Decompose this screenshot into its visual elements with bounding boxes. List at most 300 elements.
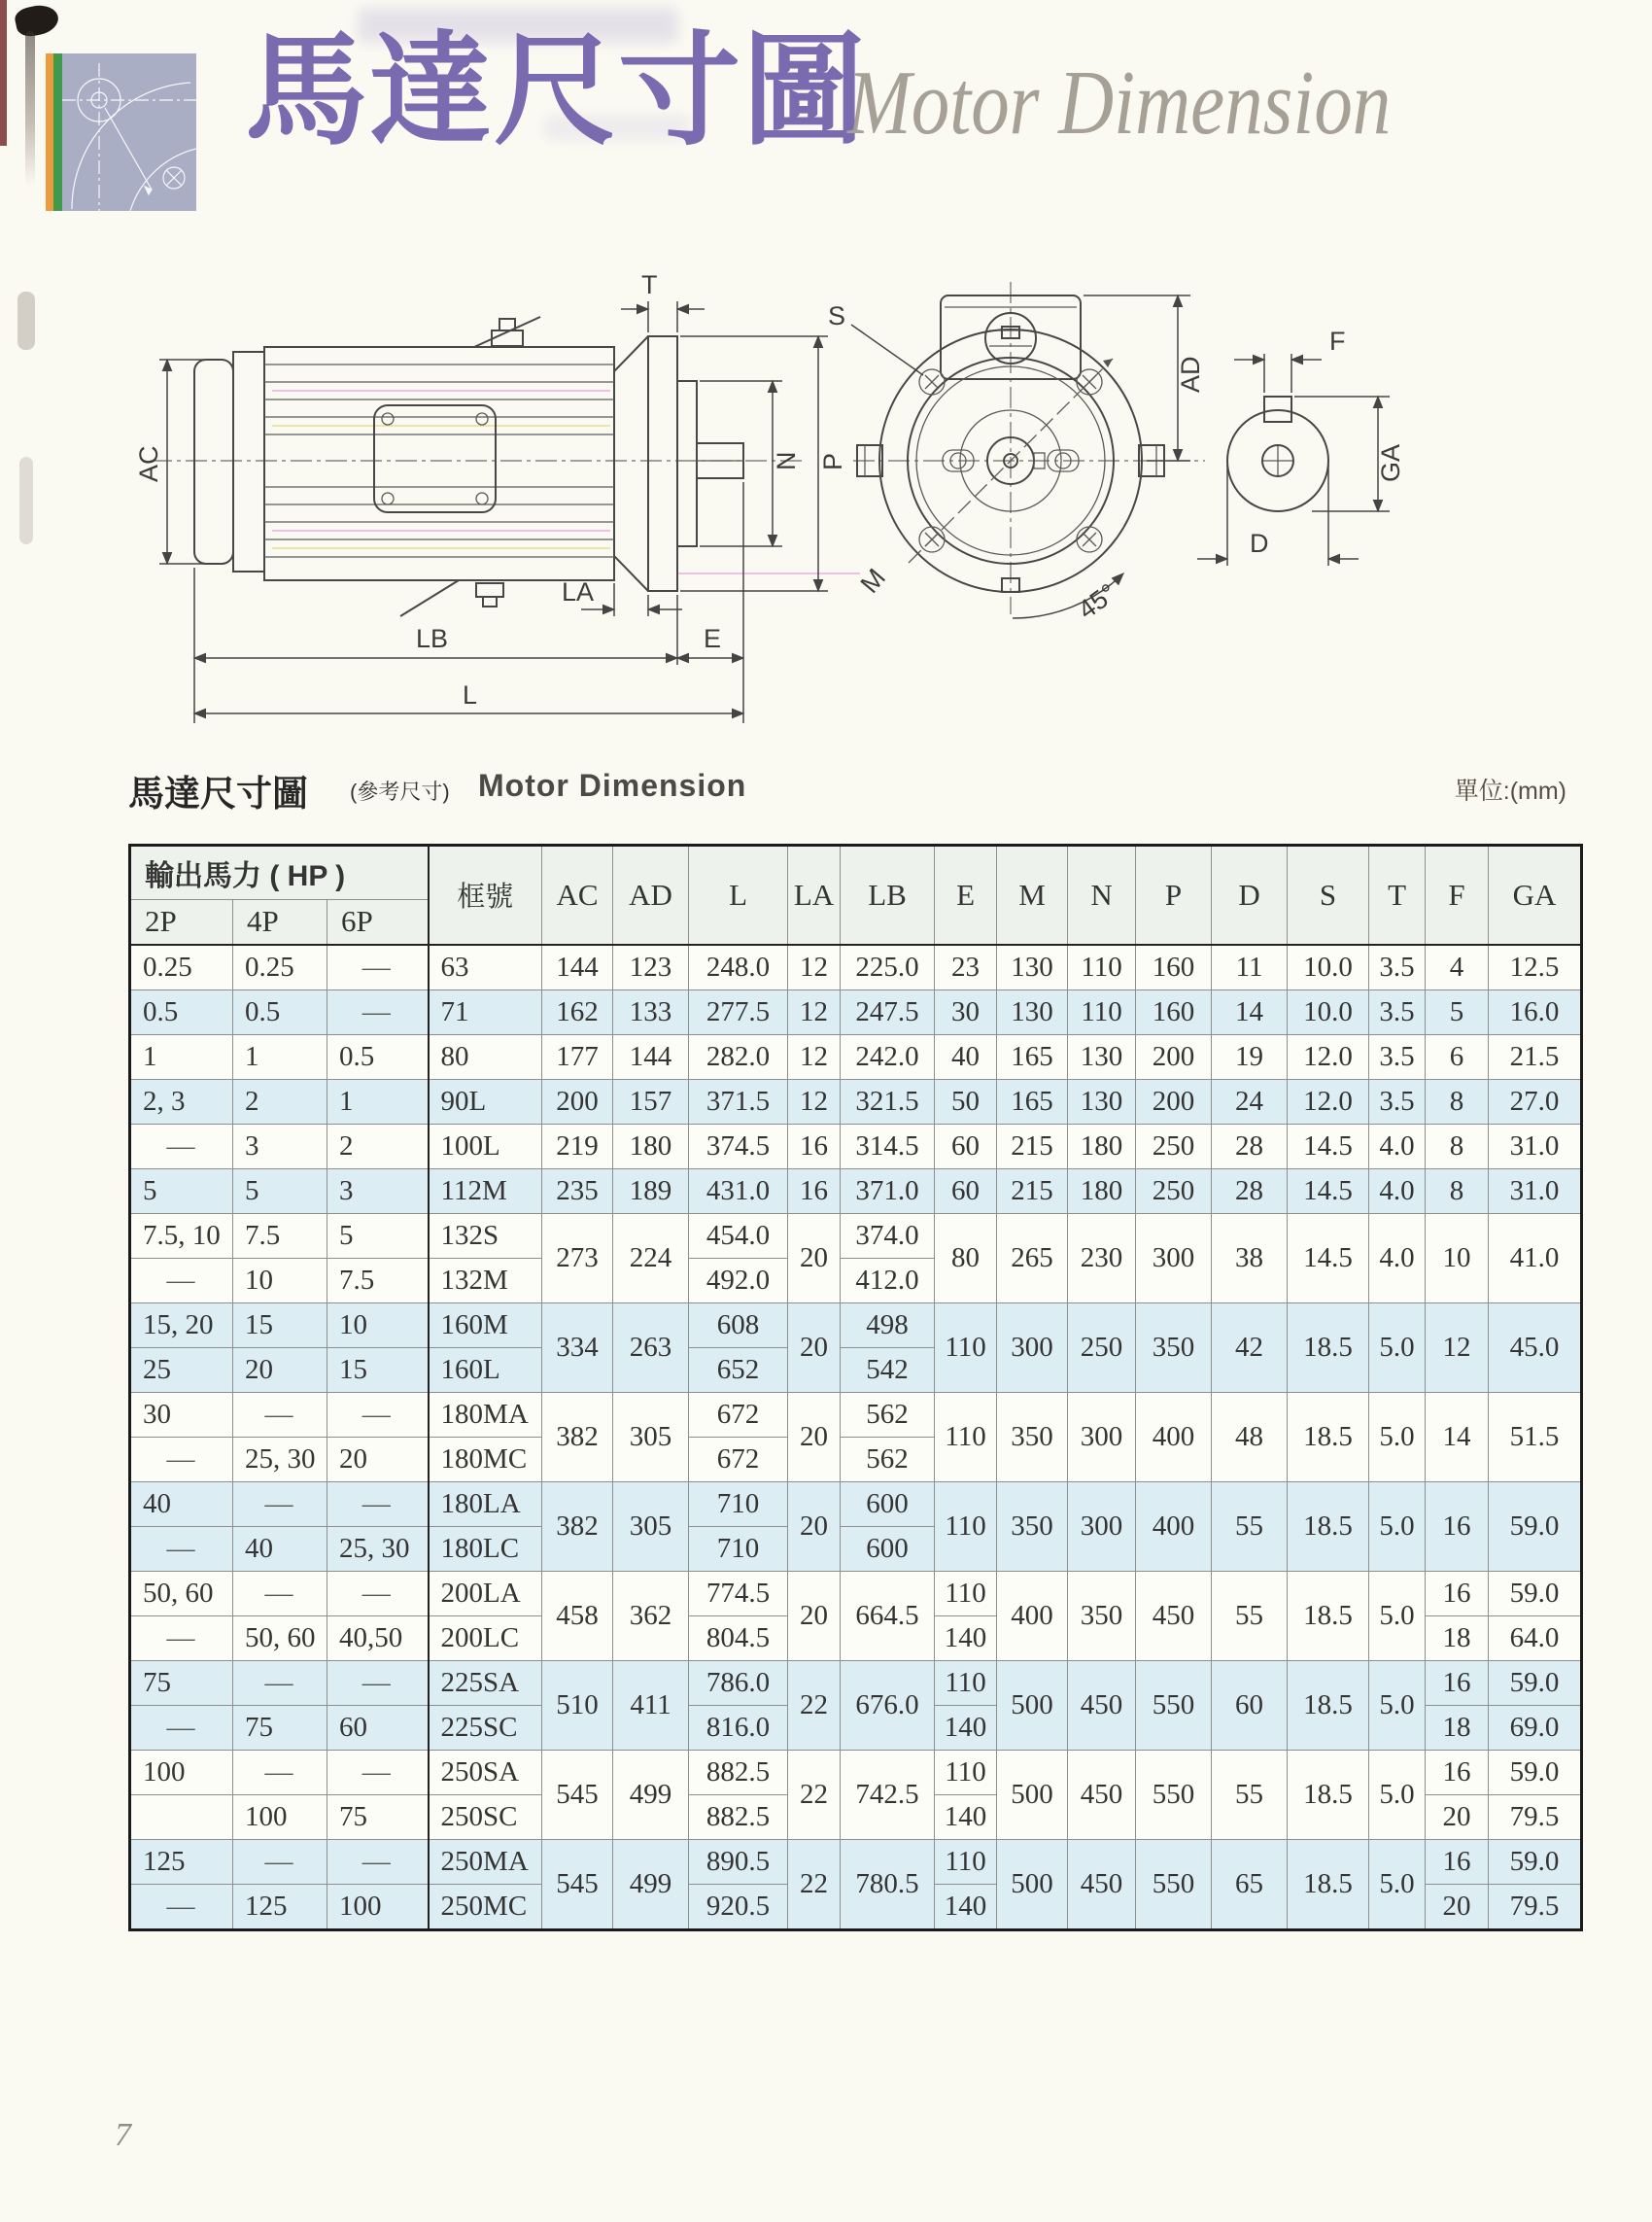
dim-label-N: N <box>772 451 801 470</box>
table-row <box>130 1839 1582 1884</box>
table-cell: 140 <box>935 1884 997 1929</box>
table-cell: 350 <box>997 1481 1068 1571</box>
column-header: F <box>1426 846 1489 945</box>
table-cell: 10.0 <box>1288 945 1369 990</box>
table-cell: — <box>130 1437 233 1481</box>
table-cell: 230 <box>1068 1213 1136 1302</box>
table-cell: 7.5 <box>327 1258 429 1302</box>
table-cell: 12 <box>788 945 841 990</box>
table-cell: 22 <box>788 1750 841 1839</box>
table-cell: 4 <box>1426 945 1489 990</box>
table-cell: 676.0 <box>841 1660 935 1750</box>
table-cell: 882.5 <box>689 1750 788 1794</box>
table-cell: 20 <box>788 1481 841 1571</box>
table-cell: 652 <box>689 1347 788 1392</box>
table-cell: 59.0 <box>1489 1660 1582 1705</box>
motor-dimension-table <box>128 844 1583 1931</box>
table-cell: 5.0 <box>1369 1750 1426 1839</box>
table-cell: 60 <box>327 1705 429 1750</box>
scan-artifact <box>25 31 35 187</box>
table-cell: 11 <box>1212 945 1288 990</box>
side-view <box>136 274 860 723</box>
column-header: P <box>1136 846 1212 945</box>
table-cell: 59.0 <box>1489 1750 1582 1794</box>
table-cell: 248.0 <box>689 945 788 990</box>
table-cell: 882.5 <box>689 1794 788 1839</box>
table-cell: 600 <box>841 1481 935 1526</box>
table-cell: 12 <box>788 1034 841 1079</box>
table-cell: 371.5 <box>689 1079 788 1124</box>
table-row <box>130 1079 1582 1124</box>
table-cell: — <box>130 1615 233 1660</box>
column-header: LB <box>841 846 935 945</box>
table-cell: 18.5 <box>1288 1571 1369 1660</box>
table-cell: 90L <box>429 1079 542 1124</box>
table-cell: 804.5 <box>689 1615 788 1660</box>
table-cell: 224 <box>613 1213 689 1302</box>
table-cell: 321.5 <box>841 1079 935 1124</box>
table-cell: 3 <box>327 1168 429 1213</box>
table-row <box>130 1481 1582 1526</box>
table-cell: 110 <box>935 1660 997 1705</box>
table-cell: 25, 30 <box>327 1526 429 1571</box>
section-title-en: Motor Dimension <box>478 768 747 803</box>
table-cell: 16.0 <box>1489 989 1582 1034</box>
table-cell: 30 <box>935 989 997 1034</box>
dim-label-LB: LB <box>416 624 449 653</box>
scan-artifact <box>13 2 60 39</box>
table-cell: 60 <box>935 1168 997 1213</box>
table-cell: 180MC <box>429 1437 542 1481</box>
table-cell: 130 <box>1068 1079 1136 1124</box>
table-cell: 110 <box>935 1750 997 1794</box>
table-cell: — <box>233 1839 327 1884</box>
table-cell: — <box>130 1124 233 1168</box>
table-header-row <box>130 846 1582 900</box>
table-cell: 16 <box>788 1124 841 1168</box>
table-cell: 130 <box>997 945 1068 990</box>
table-cell: 350 <box>997 1392 1068 1481</box>
table-cell: 144 <box>613 1034 689 1079</box>
table-cell: 8 <box>1426 1168 1489 1213</box>
table-cell: 20 <box>327 1437 429 1481</box>
table-cell: 180 <box>1068 1168 1136 1213</box>
table-cell: 12.5 <box>1489 945 1582 990</box>
table-cell: 250 <box>1068 1302 1136 1392</box>
table-cell: 16 <box>1426 1481 1489 1571</box>
table-cell: 18.5 <box>1288 1481 1369 1571</box>
table-cell: — <box>327 1750 429 1794</box>
table-cell: 4.0 <box>1369 1213 1426 1302</box>
table-cell: — <box>327 1571 429 1615</box>
section-title: 馬達尺寸圖 <box>128 774 308 814</box>
table-cell: 247.5 <box>841 989 935 1034</box>
table-cell: 550 <box>1136 1660 1212 1750</box>
table-row <box>130 1392 1582 1437</box>
table-cell: 12 <box>788 989 841 1034</box>
table-cell: 189 <box>613 1168 689 1213</box>
table-cell: 242.0 <box>841 1034 935 1079</box>
table-cell: 3.5 <box>1369 1034 1426 1079</box>
table-cell: — <box>233 1392 327 1437</box>
table-cell: — <box>233 1571 327 1615</box>
table-cell: 350 <box>1136 1302 1212 1392</box>
table-cell: 157 <box>613 1079 689 1124</box>
table-cell: 16 <box>788 1168 841 1213</box>
table-cell: 80 <box>935 1213 997 1302</box>
table-cell: 362 <box>613 1571 689 1660</box>
table-cell: 225.0 <box>841 945 935 990</box>
dim-label-F: F <box>1329 327 1346 356</box>
table-cell: 24 <box>1212 1079 1288 1124</box>
table-cell: 2, 3 <box>130 1079 233 1124</box>
table-cell: 132M <box>429 1258 542 1302</box>
table-cell: 100L <box>429 1124 542 1168</box>
table-cell: 22 <box>788 1660 841 1750</box>
table-cell: 374.0 <box>841 1213 935 1258</box>
table-cell: 550 <box>1136 1750 1212 1839</box>
deco-cad-block <box>62 53 196 211</box>
table-cell: 110 <box>935 1302 997 1392</box>
table-cell: 458 <box>542 1571 613 1660</box>
dim-label-L: L <box>463 680 478 710</box>
table-cell: — <box>130 1884 233 1929</box>
table-cell: 160M <box>429 1302 542 1347</box>
table-cell: 542 <box>841 1347 935 1392</box>
table-cell: 18 <box>1426 1615 1489 1660</box>
table-cell: — <box>327 1839 429 1884</box>
table-cell: 710 <box>689 1481 788 1526</box>
table-cell: 71 <box>429 989 542 1034</box>
dim-label-P: P <box>818 452 847 470</box>
table-cell: 63 <box>429 945 542 990</box>
table-cell: 19 <box>1212 1034 1288 1079</box>
table-cell: 55 <box>1212 1481 1288 1571</box>
column-header: AD <box>613 846 689 945</box>
dim-label-AC: AC <box>136 445 163 482</box>
table-cell: 160L <box>429 1347 542 1392</box>
table-cell: 431.0 <box>689 1168 788 1213</box>
table-cell: 165 <box>997 1079 1068 1124</box>
table-cell: 6 <box>1426 1034 1489 1079</box>
table-cell: 162 <box>542 989 613 1034</box>
table-cell: 65 <box>1212 1839 1288 1929</box>
table-cell: 816.0 <box>689 1705 788 1750</box>
table-cell: 14 <box>1426 1392 1489 1481</box>
table-row <box>130 989 1582 1034</box>
table-cell: 18.5 <box>1288 1392 1369 1481</box>
table-cell: 2 <box>233 1079 327 1124</box>
table-cell: 200LA <box>429 1571 542 1615</box>
table-cell: 5 <box>130 1168 233 1213</box>
table-cell: — <box>130 1258 233 1302</box>
table-cell: 40 <box>233 1526 327 1571</box>
table-cell: 130 <box>997 989 1068 1034</box>
column-header: L <box>689 846 788 945</box>
table-cell: 110 <box>935 1571 997 1615</box>
table-row <box>130 1660 1582 1705</box>
table-cell: 180 <box>1068 1124 1136 1168</box>
table-cell: 562 <box>841 1437 935 1481</box>
table-cell: 920.5 <box>689 1884 788 1929</box>
table-cell: 10.0 <box>1288 989 1369 1034</box>
table-cell: 3 <box>233 1124 327 1168</box>
table-cell: 18.5 <box>1288 1750 1369 1839</box>
table-cell: 0.5 <box>233 989 327 1034</box>
table-cell: 132S <box>429 1213 542 1258</box>
table-cell: 64.0 <box>1489 1615 1582 1660</box>
table-cell: 79.5 <box>1489 1794 1582 1839</box>
table-cell: 12.0 <box>1288 1079 1369 1124</box>
table-cell: 10 <box>233 1258 327 1302</box>
table-cell: 112M <box>429 1168 542 1213</box>
table-cell: 177 <box>542 1034 613 1079</box>
table-cell: 5.0 <box>1369 1481 1426 1571</box>
table-cell: 80 <box>429 1034 542 1079</box>
table-row <box>130 1168 1582 1213</box>
dim-label-45deg: 45° <box>1072 577 1122 625</box>
table-cell: 0.5 <box>327 1034 429 1079</box>
table-cell: 110 <box>935 1481 997 1571</box>
table-cell: 100 <box>327 1884 429 1929</box>
table-cell: 225SA <box>429 1660 542 1705</box>
table-cell: 15, 20 <box>130 1302 233 1347</box>
table-row <box>130 1124 1582 1168</box>
table-cell: 110 <box>935 1392 997 1481</box>
motor-dimension-diagram <box>136 274 1409 760</box>
table-cell: 160 <box>1136 945 1212 990</box>
table-cell: 0.25 <box>130 945 233 990</box>
table-cell: 5.0 <box>1369 1302 1426 1392</box>
table-cell: 3.5 <box>1369 945 1426 990</box>
table-cell: 59.0 <box>1489 1481 1582 1571</box>
table-cell: 742.5 <box>841 1750 935 1839</box>
table-cell: 23 <box>935 945 997 990</box>
table-cell: 250SC <box>429 1794 542 1839</box>
section-title-row <box>128 764 1566 814</box>
table-cell: 75 <box>130 1660 233 1705</box>
table-cell: 28 <box>1212 1168 1288 1213</box>
table-cell: 5.0 <box>1369 1571 1426 1660</box>
table-cell: 780.5 <box>841 1839 935 1929</box>
table-cell: 250MA <box>429 1839 542 1884</box>
table-cell: 45.0 <box>1489 1302 1582 1392</box>
table-cell: 545 <box>542 1750 613 1839</box>
table-cell: 305 <box>613 1481 689 1571</box>
dimension-table-container <box>128 844 1583 1931</box>
table-cell: — <box>327 989 429 1034</box>
table-cell: 499 <box>613 1750 689 1839</box>
scan-artifact <box>0 0 7 146</box>
table-cell: 27.0 <box>1489 1079 1582 1124</box>
table-cell: 41.0 <box>1489 1213 1582 1302</box>
table-cell: 40,50 <box>327 1615 429 1660</box>
table-cell: 305 <box>613 1392 689 1481</box>
dim-label-AD: AD <box>1176 356 1205 393</box>
table-cell: 20 <box>233 1347 327 1392</box>
table-cell: — <box>233 1481 327 1526</box>
table-cell: 38 <box>1212 1213 1288 1302</box>
column-header: D <box>1212 846 1288 945</box>
column-header: M <box>997 846 1068 945</box>
table-cell: 545 <box>542 1839 613 1929</box>
table-cell: 79.5 <box>1489 1884 1582 1929</box>
table-cell: — <box>327 1481 429 1526</box>
table-cell: 664.5 <box>841 1571 935 1660</box>
deco-cad-drawing <box>62 53 196 211</box>
table-cell: 140 <box>935 1615 997 1660</box>
table-row <box>130 1213 1582 1258</box>
table-cell: 55 <box>1212 1571 1288 1660</box>
shaft-detail-view <box>1197 327 1405 566</box>
table-cell: 277.5 <box>689 989 788 1034</box>
table-cell: 31.0 <box>1489 1124 1582 1168</box>
table-cell: 300 <box>1068 1481 1136 1571</box>
table-cell: 16 <box>1426 1839 1489 1884</box>
page-title: 馬達尺寸圖 <box>245 22 867 159</box>
column-header: AC <box>542 846 613 945</box>
table-row <box>130 1571 1582 1615</box>
table-cell: 18.5 <box>1288 1839 1369 1929</box>
page-number: 7 <box>115 2117 131 2153</box>
table-cell: 2 <box>327 1124 429 1168</box>
table-cell: 22 <box>788 1839 841 1929</box>
table-cell: 273 <box>542 1213 613 1302</box>
dim-label-T: T <box>641 274 658 299</box>
table-cell: 18.5 <box>1288 1302 1369 1392</box>
table-cell: 125 <box>130 1839 233 1884</box>
table-cell: 20 <box>788 1213 841 1302</box>
table-cell: 200 <box>1136 1079 1212 1124</box>
table-cell: — <box>327 1392 429 1437</box>
table-cell: 12 <box>788 1079 841 1124</box>
table-cell: 165 <box>997 1034 1068 1079</box>
table-cell: 710 <box>689 1526 788 1571</box>
column-header: N <box>1068 846 1136 945</box>
table-cell: 180LC <box>429 1526 542 1571</box>
column-header-6p: 6P <box>327 900 429 945</box>
table-cell: 3.5 <box>1369 989 1426 1034</box>
table-cell: 265 <box>997 1213 1068 1302</box>
table-cell: 0.25 <box>233 945 327 990</box>
table-cell: 75 <box>327 1794 429 1839</box>
table-cell: 250MC <box>429 1884 542 1929</box>
table-cell: — <box>233 1660 327 1705</box>
table-cell: 16 <box>1426 1571 1489 1615</box>
table-cell: 334 <box>542 1302 613 1392</box>
table-cell: 499 <box>613 1839 689 1929</box>
table-cell: 7.5, 10 <box>130 1213 233 1258</box>
table-cell: 382 <box>542 1392 613 1481</box>
table-cell: 282.0 <box>689 1034 788 1079</box>
table-cell: — <box>130 1705 233 1750</box>
table-cell: 5 <box>233 1168 327 1213</box>
table-cell: — <box>327 1660 429 1705</box>
table-cell: 123 <box>613 945 689 990</box>
table-cell: 18 <box>1426 1705 1489 1750</box>
table-cell: 200 <box>542 1079 613 1124</box>
table-cell: 180 <box>613 1124 689 1168</box>
table-cell: 25, 30 <box>233 1437 327 1481</box>
column-header-frame: 框號 <box>429 846 542 945</box>
dim-label-D: D <box>1250 529 1269 558</box>
unit-label: 單位:(mm) <box>1454 778 1566 805</box>
table-cell: 450 <box>1068 1660 1136 1750</box>
table-cell: 550 <box>1136 1839 1212 1929</box>
table-cell: 14 <box>1212 989 1288 1034</box>
table-cell: 371.0 <box>841 1168 935 1213</box>
table-cell: 500 <box>997 1660 1068 1750</box>
table-cell: 51.5 <box>1489 1392 1582 1481</box>
table-cell: 608 <box>689 1302 788 1347</box>
table-cell: 225SC <box>429 1705 542 1750</box>
table-cell: 5.0 <box>1369 1660 1426 1750</box>
table-row <box>130 1034 1582 1079</box>
table-cell: 600 <box>841 1526 935 1571</box>
table-cell: 562 <box>841 1392 935 1437</box>
table-cell: 40 <box>130 1481 233 1526</box>
table-cell: 60 <box>1212 1660 1288 1750</box>
dim-label-E: E <box>704 624 722 653</box>
table-cell: 21.5 <box>1489 1034 1582 1079</box>
table-cell: 5 <box>327 1213 429 1258</box>
table-cell: 20 <box>788 1571 841 1660</box>
table-cell: 48 <box>1212 1392 1288 1481</box>
table-cell: 8 <box>1426 1124 1489 1168</box>
table-cell: 69.0 <box>1489 1705 1582 1750</box>
table-row <box>130 945 1582 990</box>
table-cell: 16 <box>1426 1750 1489 1794</box>
table-cell: 50, 60 <box>233 1615 327 1660</box>
column-header-hp: 輸出馬力 ( HP ) <box>130 846 429 900</box>
scan-artifact <box>19 457 33 544</box>
table-cell: 300 <box>1068 1392 1136 1481</box>
table-cell: 15 <box>233 1302 327 1347</box>
column-header: LA <box>788 846 841 945</box>
table-cell: 3.5 <box>1369 1079 1426 1124</box>
table-cell: 382 <box>542 1481 613 1571</box>
table-cell: 31.0 <box>1489 1168 1582 1213</box>
table-cell: 20 <box>1426 1794 1489 1839</box>
table-cell: 110 <box>1068 945 1136 990</box>
table-cell: — <box>130 1526 233 1571</box>
table-cell: 12.0 <box>1288 1034 1369 1079</box>
table-cell: 16 <box>1426 1660 1489 1705</box>
table-cell: 300 <box>1136 1213 1212 1302</box>
column-header-2p: 2P <box>130 900 233 945</box>
deco-stripe-green <box>53 53 62 211</box>
table-cell: 450 <box>1068 1839 1136 1929</box>
table-cell: 454.0 <box>689 1213 788 1258</box>
table-cell: 59.0 <box>1489 1839 1582 1884</box>
table-cell: 42 <box>1212 1302 1288 1392</box>
table-cell: 400 <box>997 1571 1068 1660</box>
deco-stripe-orange <box>46 53 53 211</box>
table-cell <box>130 1794 233 1839</box>
table-cell: 75 <box>233 1705 327 1750</box>
table-cell: 450 <box>1068 1750 1136 1839</box>
table-cell: 250 <box>1136 1168 1212 1213</box>
table-cell: 263 <box>613 1302 689 1392</box>
table-cell: 100 <box>130 1750 233 1794</box>
table-cell: 60 <box>935 1124 997 1168</box>
table-cell: 1 <box>130 1034 233 1079</box>
table-cell: 5.0 <box>1369 1839 1426 1929</box>
front-view <box>828 282 1205 625</box>
table-cell: 500 <box>997 1839 1068 1929</box>
table-cell: 350 <box>1068 1571 1136 1660</box>
table-cell: 40 <box>935 1034 997 1079</box>
